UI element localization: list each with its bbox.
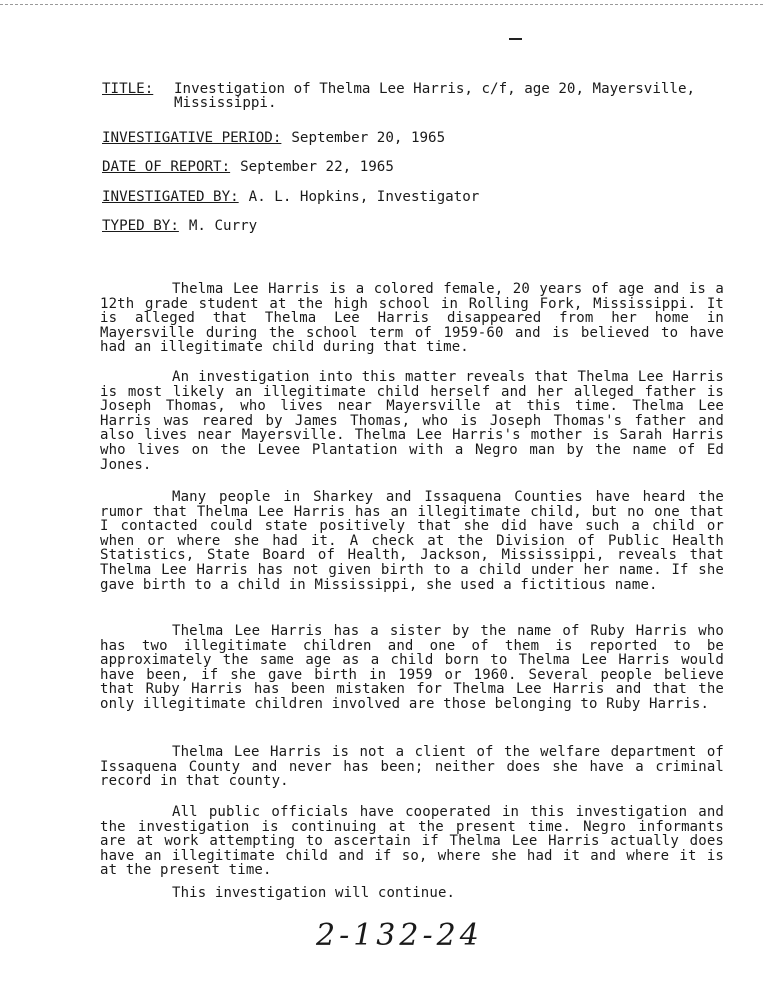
investigative-period-field: [102, 131, 445, 145]
date-of-report-field: [102, 160, 394, 174]
report-paragraph-4: [100, 624, 724, 712]
report-paragraph-5: [100, 745, 724, 789]
investigated-by-label: INVESTIGATED BY:: [102, 189, 239, 205]
page-top-border: [0, 4, 763, 5]
investigated-by-value: A. L. Hopkins, Investigator: [248, 189, 480, 205]
stray-pen-mark: [509, 38, 522, 40]
paragraph-text: All public officials have cooperated in this investigation and the investigation is continuing at the present time. Negro informants are at work attempting to ascertain if Thelma Lee Harris actually does have an illegitimate child and if so, where she had it and where it is at the present time.: [100, 804, 724, 879]
paragraph-text: An investigation into this matter reveals that Thelma Lee Harris is most likely an illegitimate child herself and her alleged father is Joseph Thomas, who lives near Mayersville at this time. Thelma Lee Harris was reared by James Thomas, who is Joseph Thomas's father and also lives near Mayersville. Thelma Lee Harris's mother is Sarah Harris who lives on the Levee Plantation with a Negro man by the name of Ed Jones.: [100, 369, 724, 473]
typed-by-label: TYPED BY:: [102, 218, 179, 234]
report-paragraph-6: [100, 805, 724, 878]
typed-by-value: M. Curry: [188, 218, 258, 234]
date-of-report-value: September 22, 1965: [240, 159, 394, 175]
paragraph-text: This investigation will continue.: [172, 885, 456, 901]
paragraph-text: Thelma Lee Harris is a colored female, 20 years of age and is a 12th grade student at the high school in Rolling Fork, Mississippi. It is alleged that Thelma Lee Harris disappeared from her home in Mayersville during the school term of 1959-60 and is believed to have had an illegitimate child during that time.: [100, 281, 724, 356]
report-paragraph-2: [100, 370, 724, 472]
title-field: [102, 82, 695, 110]
title-label: TITLE:: [102, 81, 154, 97]
title-value-line1: Investigation of Thelma Lee Harris, c/f, age 20, Mayersville,: [174, 81, 696, 97]
investigated-by-field: [102, 190, 479, 204]
investigative-period-label: INVESTIGATIVE PERIOD:: [102, 130, 282, 146]
title-value-line2: Mississippi.: [174, 95, 277, 111]
report-paragraph-1: [100, 282, 724, 355]
handwritten-file-number: 2-132-24: [316, 918, 483, 953]
paragraph-text: Thelma Lee Harris is not a client of the welfare department of Issaquena County and never has been; neither does she have a criminal record in that county.: [100, 744, 724, 790]
typed-by-field: [102, 219, 257, 233]
paragraph-text: Many people in Sharkey and Issaquena Counties have heard the rumor that Thelma Lee Harris has an illegitimate child, but no one that I contacted could state positively that she did have such a child or when or where she had it. A check at the Division of Public Health Statistics, State Board of Health, Jackson, Mississippi, reveals that Thelma Lee Harris has not given birth to a child under her name. If she gave birth to a child in Mississippi, she used a fictitious name.: [100, 489, 724, 593]
investigative-period-value: September 20, 1965: [291, 130, 446, 146]
report-paragraph-7: [100, 886, 724, 901]
date-of-report-label: DATE OF REPORT:: [102, 159, 231, 175]
paragraph-text: Thelma Lee Harris has a sister by the name of Ruby Harris who has two illegitimate children and one of them is reported to be approximately the same age as a child born to Thelma Lee Harris would have been, if she gave birth in 1959 or 1960. Several people believe that Ruby Harris has been mistaken for Thelma Lee Harris and that the only illegitimate children involved are those belonging to Ruby Harris.: [100, 623, 724, 712]
report-paragraph-3: [100, 490, 724, 592]
